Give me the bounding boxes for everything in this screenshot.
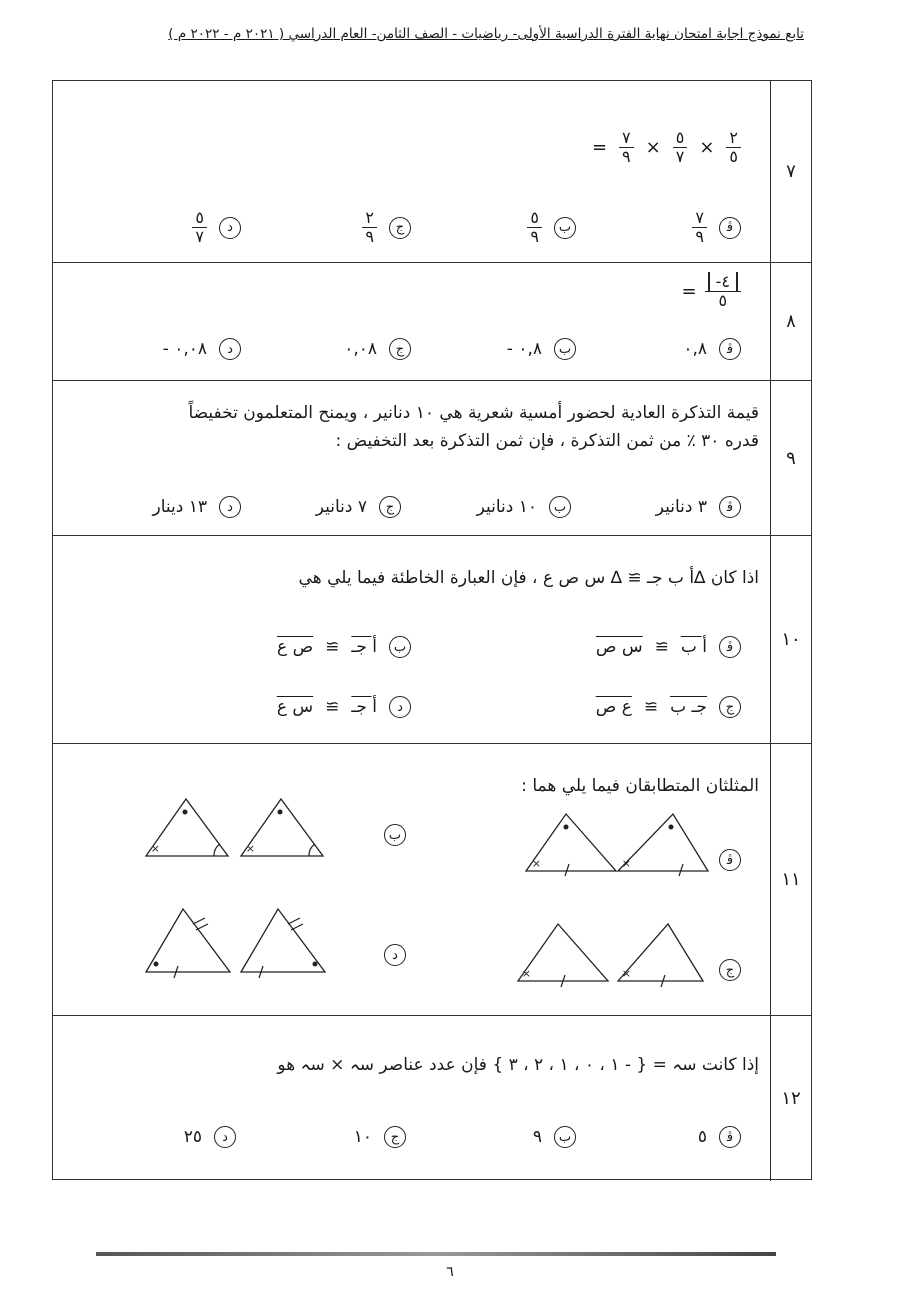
option-text: ٩ <box>532 1127 542 1147</box>
option-b[interactable] <box>507 338 576 360</box>
svg-text:×: × <box>531 857 541 870</box>
option-letter: ﭬ <box>719 1126 741 1148</box>
option-letter: ﭬ <box>719 217 741 239</box>
triangle-icon <box>521 809 631 879</box>
svg-text:×: × <box>245 842 255 855</box>
option-b[interactable]: ب أ جـ ≅ ص ع <box>277 636 411 658</box>
exam-table <box>52 80 812 1180</box>
option-letter: ج <box>384 1126 406 1148</box>
option-letter: د <box>214 1126 236 1148</box>
option-a[interactable] <box>656 496 741 518</box>
option-letter: د <box>219 217 241 239</box>
question-stem: قيمة التذكرة العادية لحضور أمسية شعرية هي ١٠ دنانير ، ويمنح المتعلمون تخفيضاً <box>188 403 759 423</box>
fraction: $\frac{٥}{٧}$ <box>673 129 688 167</box>
triangle-icon <box>233 904 333 979</box>
option-a[interactable] <box>698 1126 741 1148</box>
option-letter: ج <box>389 217 411 239</box>
question-number: ١٢ <box>770 1016 811 1181</box>
option-letter: ب <box>554 1126 576 1148</box>
option-text: ٠,٨ - <box>506 339 542 359</box>
option-text: ٥ <box>697 1127 707 1147</box>
option-text: ٠,٠٨ - <box>162 339 207 359</box>
question-number: ٨ <box>770 263 811 380</box>
option-text: ٠,٠٨ <box>344 339 377 359</box>
option-letter: د <box>219 338 241 360</box>
option-letter: ج <box>719 696 741 718</box>
option-letter: د <box>389 696 411 718</box>
option-letter: ب <box>389 636 411 658</box>
option-text: ٠,٨ <box>683 339 707 359</box>
option-text: ١٠ <box>353 1127 372 1147</box>
fraction: $\frac{٧}{٩}$ <box>619 129 634 167</box>
option-letter: ب <box>549 496 571 518</box>
svg-text:×: × <box>521 967 531 980</box>
equals-sign: = <box>591 137 608 159</box>
option-letter: ج <box>389 338 411 360</box>
triangle-icon <box>513 919 623 989</box>
option-letter: ﭬ <box>719 496 741 518</box>
option-b[interactable] <box>477 496 571 518</box>
question-9 <box>53 381 811 536</box>
option-c[interactable] <box>354 1126 406 1148</box>
equals-sign: = <box>681 281 697 303</box>
option-text: ٣ دنانير <box>655 497 707 517</box>
question-7 <box>53 81 811 263</box>
option-letter: ﭬ <box>719 849 741 871</box>
option-letter: ب <box>384 824 406 846</box>
question-10 <box>53 536 811 744</box>
question-stem: إذا كانت سہ = { - ١ ، ٠ ، ١ ، ٢ ، ٣ } فإن عدد عناصر سہ × سہ هو <box>277 1055 759 1075</box>
times-sign: × <box>645 137 661 159</box>
option-d[interactable] <box>184 1126 236 1148</box>
option-d[interactable] <box>163 338 241 360</box>
page-header: تابع نموذج اجابة امتحان نهاية الفترة الدراسية الأولى- رياضيات - الصف الثامن- العام الدراسي ( ٢٠٢١ م - ٢٠٢٢ م ) <box>168 26 804 42</box>
question-number: ١١ <box>770 744 811 1015</box>
option-a[interactable]: ﭬ $\frac{٧}{٩}$ <box>692 209 741 247</box>
option-letter: ﭬ <box>719 636 741 658</box>
option-c[interactable] <box>344 338 411 360</box>
option-b[interactable]: ب $\frac{٥}{٩}$ <box>527 209 576 247</box>
option-letter: د <box>384 944 406 966</box>
question-stem: اذا كان ∆أ ب جـ ≅ ∆ س ص ع ، فإن العبارة الخاطئة فيما يلي هي <box>298 568 759 588</box>
question-11 <box>53 744 811 1016</box>
svg-text:×: × <box>150 842 160 855</box>
times-sign: × <box>699 137 715 159</box>
question-stem: المثلثان المتطابقان فيما يلي هما : <box>521 776 759 796</box>
q7-expression <box>592 129 741 167</box>
option-letter: ب <box>554 338 576 360</box>
option-letter: ج <box>719 959 741 981</box>
svg-text:×: × <box>621 967 631 980</box>
question-12 <box>53 1016 811 1181</box>
option-letter: ج <box>379 496 401 518</box>
option-d[interactable] <box>384 944 406 966</box>
option-b[interactable] <box>384 824 406 846</box>
option-b[interactable] <box>533 1126 576 1148</box>
option-letter: ب <box>554 217 576 239</box>
triangle-icon <box>138 904 238 979</box>
svg-text:×: × <box>621 857 631 870</box>
option-d[interactable]: د أ جـ ≅ س ع <box>277 696 411 718</box>
option-a[interactable] <box>683 338 741 360</box>
option-d[interactable]: د $\frac{٥}{٧}$ <box>192 209 241 247</box>
question-8 <box>53 263 811 381</box>
option-text: ١٣ دينار <box>152 497 207 517</box>
option-c[interactable]: ج $\frac{٢}{٩}$ <box>362 209 411 247</box>
fraction: $\frac{٤-}{٥}$ <box>705 273 741 311</box>
option-c[interactable] <box>316 496 401 518</box>
option-c[interactable]: ج جـ ب ≅ ع ص <box>596 696 741 718</box>
question-number: ٩ <box>770 381 811 535</box>
triangle-icon <box>233 794 333 864</box>
option-letter: د <box>219 496 241 518</box>
option-a[interactable]: ﭬ أ ب ≅ س ص <box>596 636 741 658</box>
option-text: ٧ دنانير <box>315 497 367 517</box>
option-text: ٢٥ <box>183 1127 202 1147</box>
page-number: ٦ <box>446 1264 454 1280</box>
question-number: ٧ <box>770 81 811 262</box>
footer-divider <box>96 1252 776 1256</box>
fraction: $\frac{٢}{٥}$ <box>726 129 741 167</box>
option-letter: ﭬ <box>719 338 741 360</box>
triangle-icon <box>138 794 238 864</box>
triangle-icon <box>613 919 723 989</box>
question-stem: قدره ٣٠ ٪ من ثمن التذكرة ، فإن ثمن التذكرة بعد التخفيض : <box>335 431 759 451</box>
question-number: ١٠ <box>770 536 811 743</box>
q8-expression <box>682 273 741 311</box>
option-d[interactable] <box>153 496 242 518</box>
option-text: ١٠ دنانير <box>476 497 537 517</box>
